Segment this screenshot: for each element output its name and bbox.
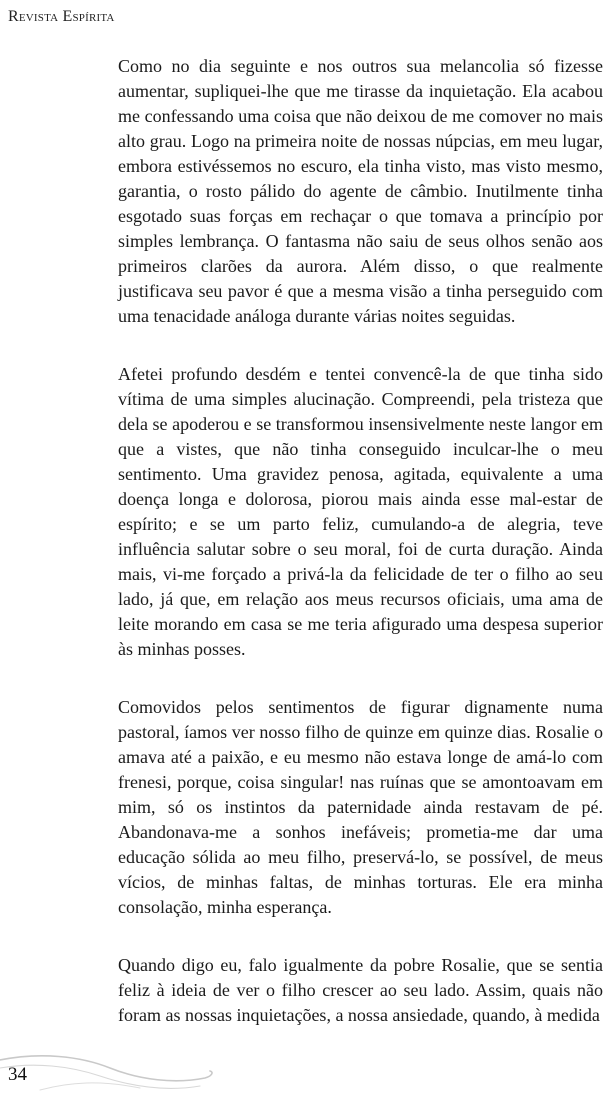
running-header: Revista Espírita [8,8,115,25]
body-text [118,54,603,1028]
paragraph-4: Quando digo eu, falo igualmente da pobre Rosalie, que se sentia feliz à ideia de ver o filho crescer ao seu lado. Assim, quais não foram as nossas inquietações, a nossa ansiedade, quando, à medida [118,955,603,1025]
paragraph-1: Como no dia seguinte e nos outros sua melancolia só fizesse aumentar, supliquei-lhe que me tirasse da inquietação. Ela acabou me confessando uma coisa que não deixou de me comover no mais alto grau. Logo na primeira noite de nossas núpcias, em meu lugar, embora estivéssemos no escuro, ela tinha visto, mas visto mesmo, garantia, o rosto pálido do agente de câmbio. Inutilmente tinha esgotado suas forças em rechaçar o que tomava a princípio por simples lembrança. O fantasma não saiu de seus olhos senão aos primeiros clarões da aurora. Além disso, o que realmente justificava seu pavor é que a mesma visão a tinha perseguido com uma tenacidade análoga durante várias noites seguidas. [118,56,603,326]
page-number: 34 [8,1064,27,1085]
paragraph-3: Comovidos pelos sentimentos de figurar dignamente numa pastoral, íamos ver nosso filho de quinze em quinze dias. Rosalie o amava até a paixão, e eu mesmo não estava longe de amá-lo com frenesi, porque, coisa singular! nas ruínas que se amontoavam em mim, só os instintos da paternidade ainda restavam de pé. Abandonava-me a sonhos inefáveis; prometia-me dar uma educação sólida ao meu filho, preservá-lo, se possível, de meus vícios, de minhas faltas, de minhas torturas. Ele era minha consolação, minha esperança. [118,697,603,917]
swash-ornament-icon [0,1038,220,1098]
paragraph-2: Afetei profundo desdém e tentei convencê-la de que tinha sido vítima de uma simples alucinação. Compreendi, pela tristeza que dela se apoderou e se transformou insensivelmente neste langor em que a vistes, que não tinha conseguido inculcar-lhe o meu sentimento. Uma gravidez penosa, agitada, equivalente a uma doença longa e dolorosa, piorou mais ainda esse mal-estar de espírito; e se um parto feliz, cumulando-a de alegria, teve influência salutar sobre o seu moral, foi de curta duração. Ainda mais, vi-me forçado a privá-la da felicidade de ter o filho ao seu lado, já que, em relação aos meus recursos oficiais, uma ama de leite morando em casa se me teria afigurado uma despesa superior às minhas posses. [118,364,603,659]
